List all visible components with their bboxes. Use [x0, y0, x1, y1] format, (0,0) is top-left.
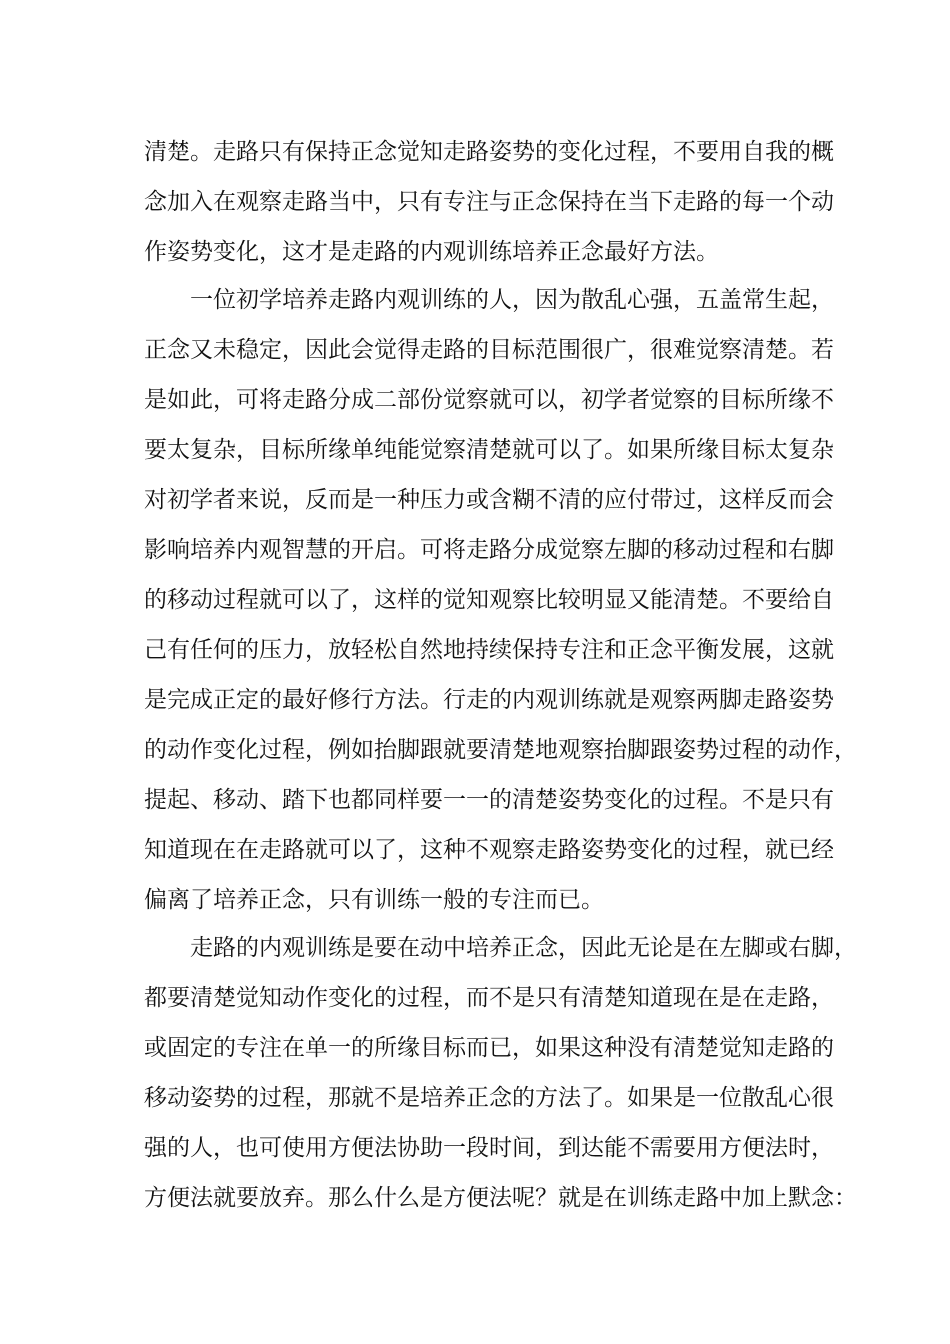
- paragraph-3: [144, 923, 857, 1223]
- paragraph-2: [144, 275, 857, 925]
- text-line: 提起、移动、踏下也都同样要一一的清楚姿势变化的过程。不是只有: [144, 787, 834, 813]
- text-line: 是完成正定的最好修行方法。行走的内观训练就是观察两脚走路姿势: [144, 687, 834, 713]
- text-line: 强的人，也可使用方便法协助一段时间，到达能不需要用方便法时，: [144, 1135, 834, 1161]
- text-line: 正念又未稳定，因此会觉得走路的目标范围很广，很难觉察清楚。若: [144, 337, 834, 363]
- text-line: 走路的内观训练是要在动中培养正念，因此无论是在左脚或右脚，: [190, 935, 857, 961]
- text-line: 作姿势变化，这才是走路的内观训练培养正念最好方法。: [144, 239, 719, 265]
- text-line: 是如此，可将走路分成二部份觉察就可以，初学者觉察的目标所缘不: [144, 387, 834, 413]
- text-line: 一位初学培养走路内观训练的人，因为散乱心强，五盖常生起，: [190, 287, 834, 313]
- text-line: 或固定的专注在单一的所缘目标而已，如果这种没有清楚觉知走路的: [144, 1035, 834, 1061]
- text-line: 的移动过程就可以了，这样的觉知观察比较明显又能清楚。不要给自: [144, 587, 834, 613]
- text-line: 念加入在观察走路当中，只有专注与正念保持在当下走路的每一个动: [144, 189, 834, 215]
- text-line: 都要清楚觉知动作变化的过程，而不是只有清楚知道现在是在走路，: [144, 985, 834, 1011]
- paragraph-1: [144, 127, 834, 277]
- text-line: 的动作变化过程，例如抬脚跟就要清楚地观察抬脚跟姿势过程的动作，: [144, 737, 857, 763]
- text-line: 要太复杂，目标所缘单纯能觉察清楚就可以了。如果所缘目标太复杂: [144, 437, 834, 463]
- text-line: 对初学者来说，反而是一种压力或含糊不清的应付带过，这样反而会: [144, 487, 834, 513]
- text-line: 己有任何的压力，放轻松自然地持续保持专注和正念平衡发展，这就: [144, 637, 834, 663]
- text-line: 影响培养内观智慧的开启。可将走路分成觉察左脚的移动过程和右脚: [144, 537, 834, 563]
- text-line: 偏离了培养正念，只有训练一般的专注而已。: [144, 887, 604, 913]
- text-line: 知道现在在走路就可以了，这种不观察走路姿势变化的过程，就已经: [144, 837, 834, 863]
- text-line: 移动姿势的过程，那就不是培养正念的方法了。如果是一位散乱心很: [144, 1085, 834, 1111]
- text-line: 清楚。走路只有保持正念觉知走路姿势的变化过程，不要用自我的概: [144, 139, 834, 165]
- text-line: 方便法就要放弃。那么什么是方便法呢？就是在训练走路中加上默念：: [144, 1185, 857, 1211]
